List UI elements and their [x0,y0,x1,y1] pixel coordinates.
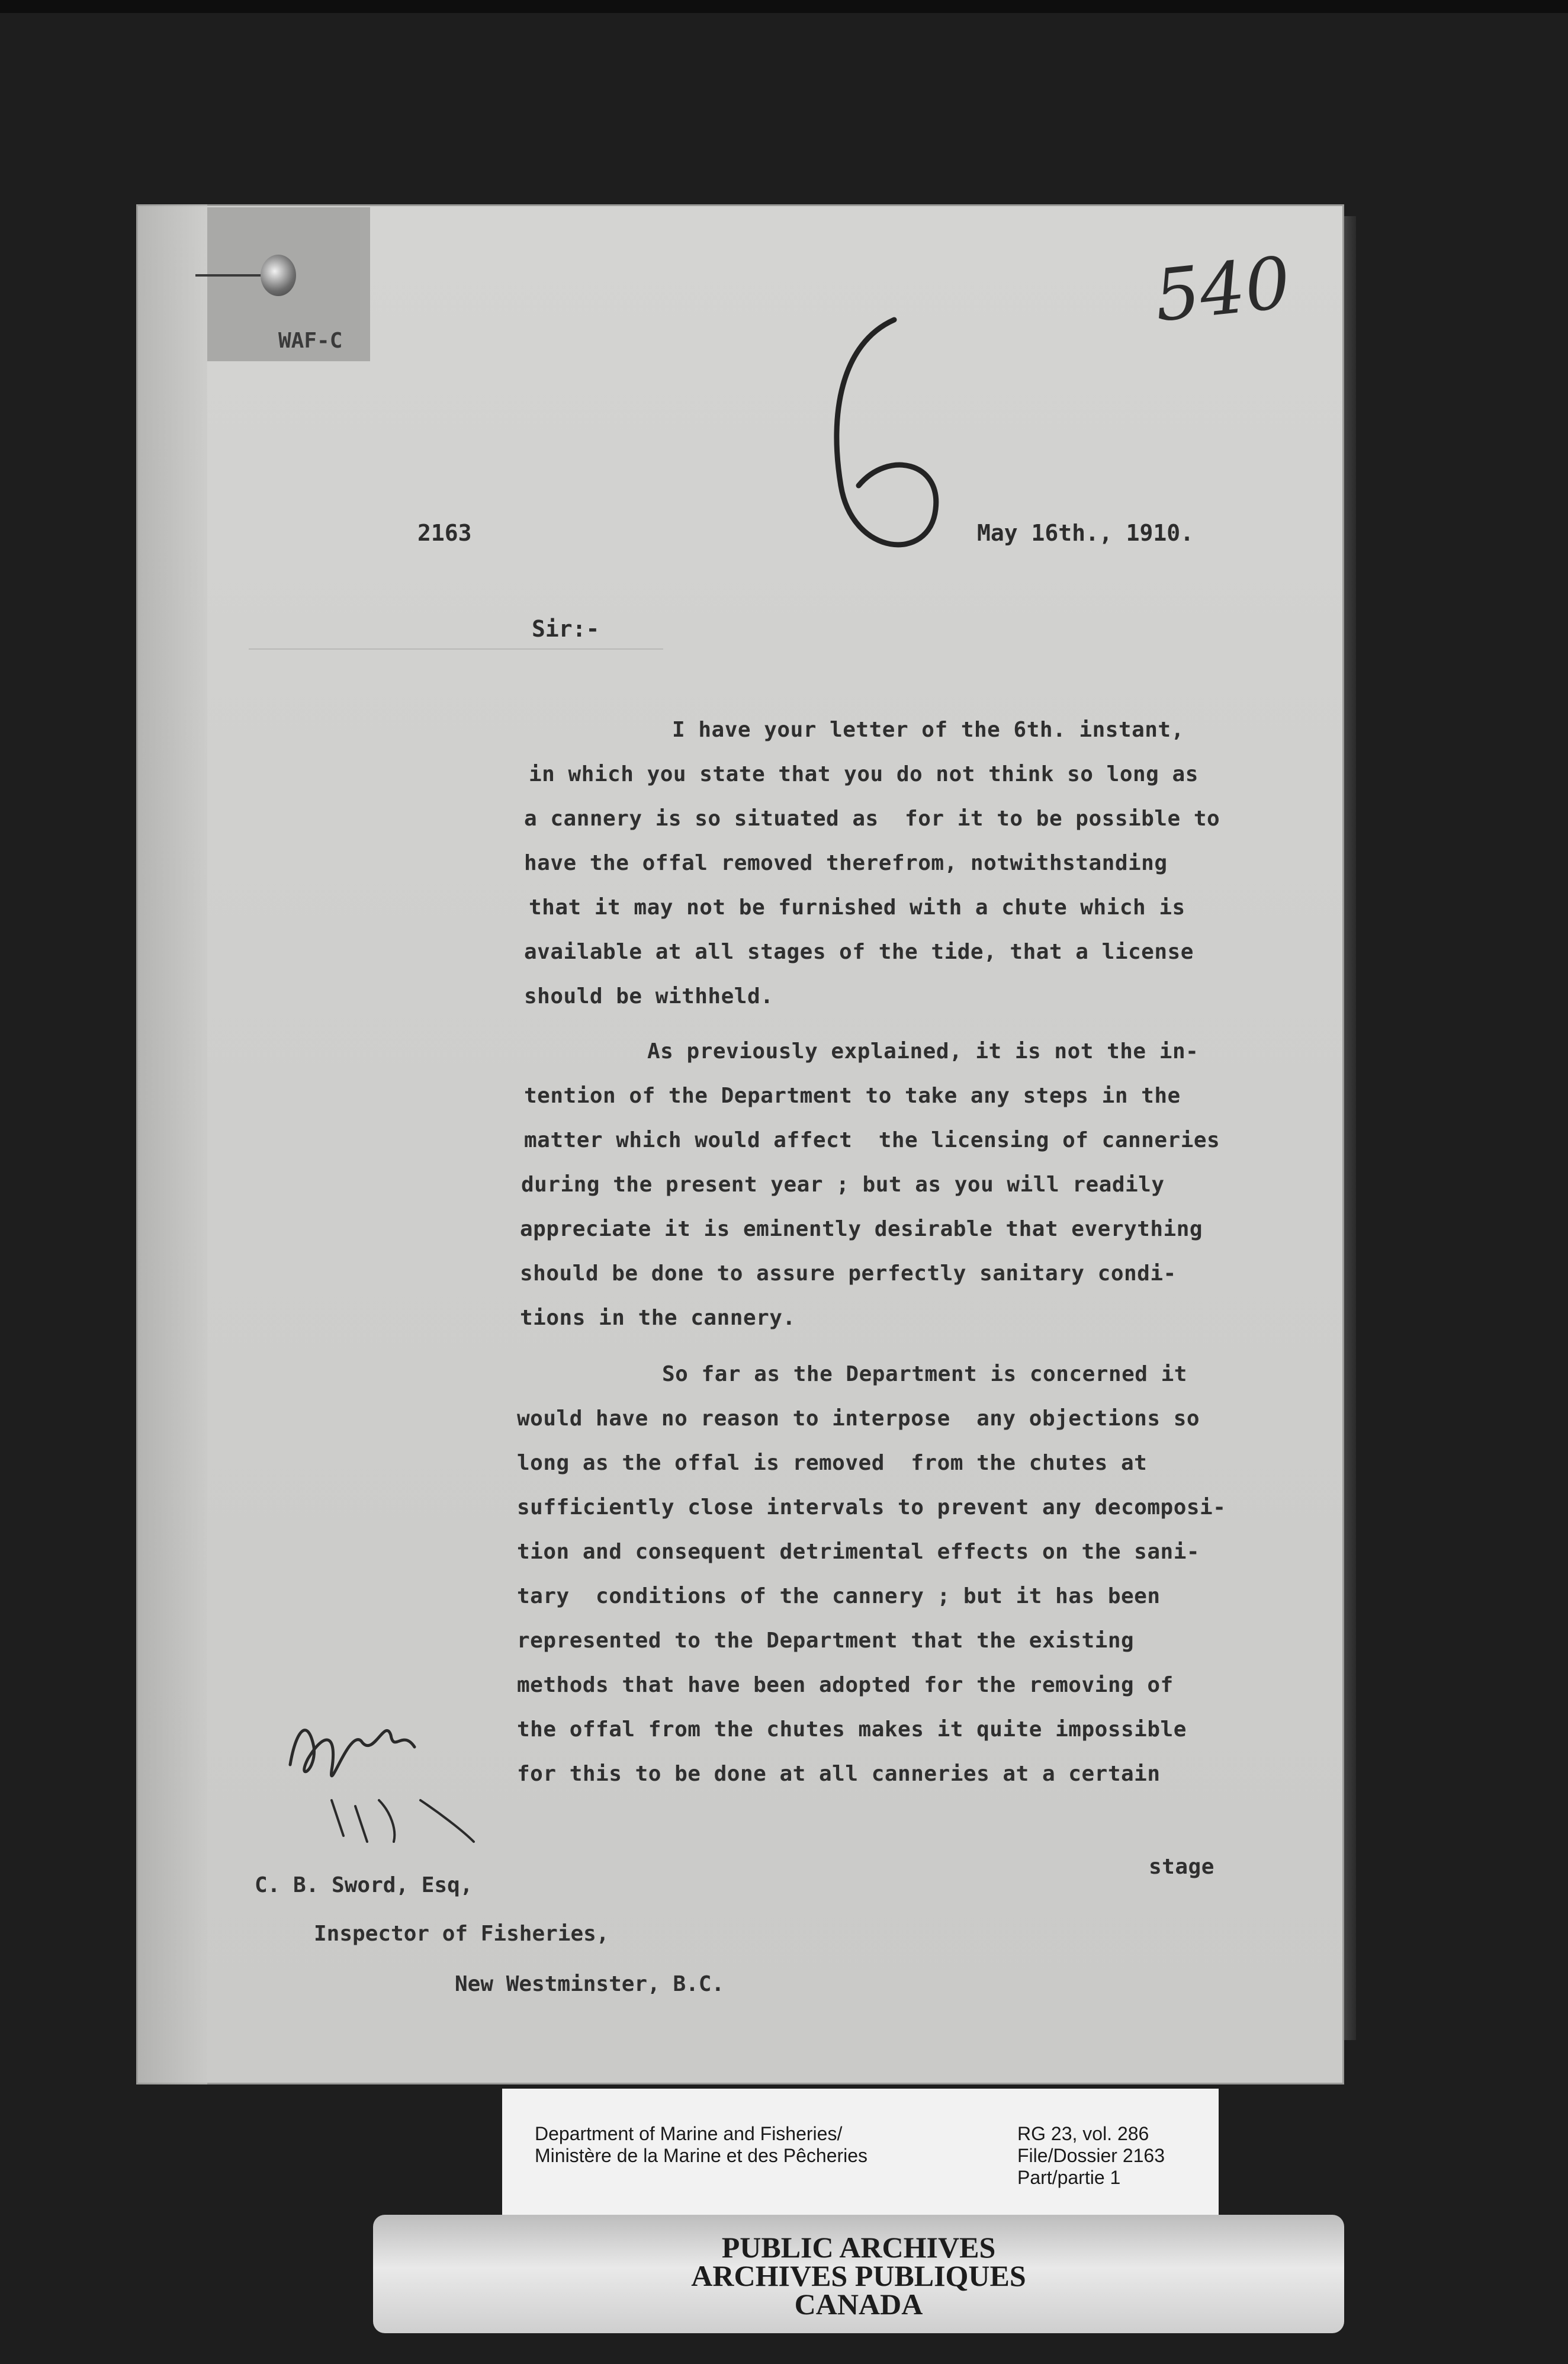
addressee-name: C. B. Sword, Esq, [255,1873,473,1897]
body-line: a cannery is so situated as for it to be possible to [524,807,1220,831]
body-line: should be done to assure perfectly sanitary condi- [520,1261,1177,1286]
body-line: appreciate it is eminently desirable that everything [520,1217,1203,1241]
fastener-wire [195,274,266,277]
handwritten-six-mark [805,308,959,580]
body-line: in which you state that you do not think so long as [529,762,1199,786]
body-line: represented to the Department that the existing [517,1629,1135,1653]
stamp-line-1: PUBLIC ARCHIVES [721,2231,996,2264]
film-top-strip [0,0,1568,13]
page-left-shading [136,204,207,2084]
body-line: matter which would affect the licensing of canneries [524,1128,1220,1152]
stamp-line-3: CANADA [794,2288,923,2321]
addressee-location: New Westminster, B.C. [455,1972,725,1996]
file-number: 2163 [417,520,472,546]
letter-date: May 16th., 1910. [977,520,1194,546]
body-line: the offal from the chutes makes it quite impossible [517,1717,1187,1742]
tab-code: WAF-C [278,329,343,353]
body-line: As previously explained, it is not the in- [647,1039,1199,1064]
record-group: RG 23, vol. 286 [1017,2123,1149,2144]
body-line: have the offal removed therefrom, notwithstanding [524,851,1168,875]
salutation: Sir:- [532,616,600,642]
paper-fastener [261,255,296,296]
body-line: would have no reason to interpose any objections so [517,1406,1200,1431]
body-line: tion and consequent detrimental effects on the sani- [517,1540,1200,1564]
body-line: I have your letter of the 6th. instant, [672,718,1184,742]
file-dossier: File/Dossier 2163 [1017,2145,1165,2166]
addressee-title: Inspector of Fisheries, [314,1922,609,1946]
department-french: Ministère de la Marine et des Pêcheries [535,2145,868,2166]
body-line: tary conditions of the cannery ; but it has been [517,1584,1161,1608]
body-line: during the present year ; but as you will readily [521,1173,1165,1197]
body-line: long as the offal is removed from the chutes at [517,1451,1148,1475]
body-line: So far as the Department is concerned it [662,1362,1187,1386]
body-line: methods that have been adopted for the removing of [517,1673,1174,1697]
handwritten-page-number: 540 [1151,242,1294,338]
part-partie: Part/partie 1 [1017,2167,1121,2188]
body-line: for this to be done at all canneries at a certain [517,1762,1161,1786]
stamp-line-2: ARCHIVES PUBLIQUES [691,2259,1026,2292]
department-english: Department of Marine and Fisheries/ [535,2123,843,2144]
body-line: tions in the cannery. [520,1306,796,1330]
continuation-word: stage [1149,1855,1214,1879]
body-line: sufficiently close intervals to prevent any decomposi- [517,1495,1226,1520]
handwritten-initials [272,1694,486,1848]
body-line: tention of the Department to take any steps in the [524,1084,1181,1108]
body-line: that it may not be furnished with a chute which is [529,895,1185,920]
faint-rule [249,648,663,650]
body-line: should be withheld. [524,984,774,1008]
body-line: available at all stages of the tide, that a license [524,940,1194,964]
